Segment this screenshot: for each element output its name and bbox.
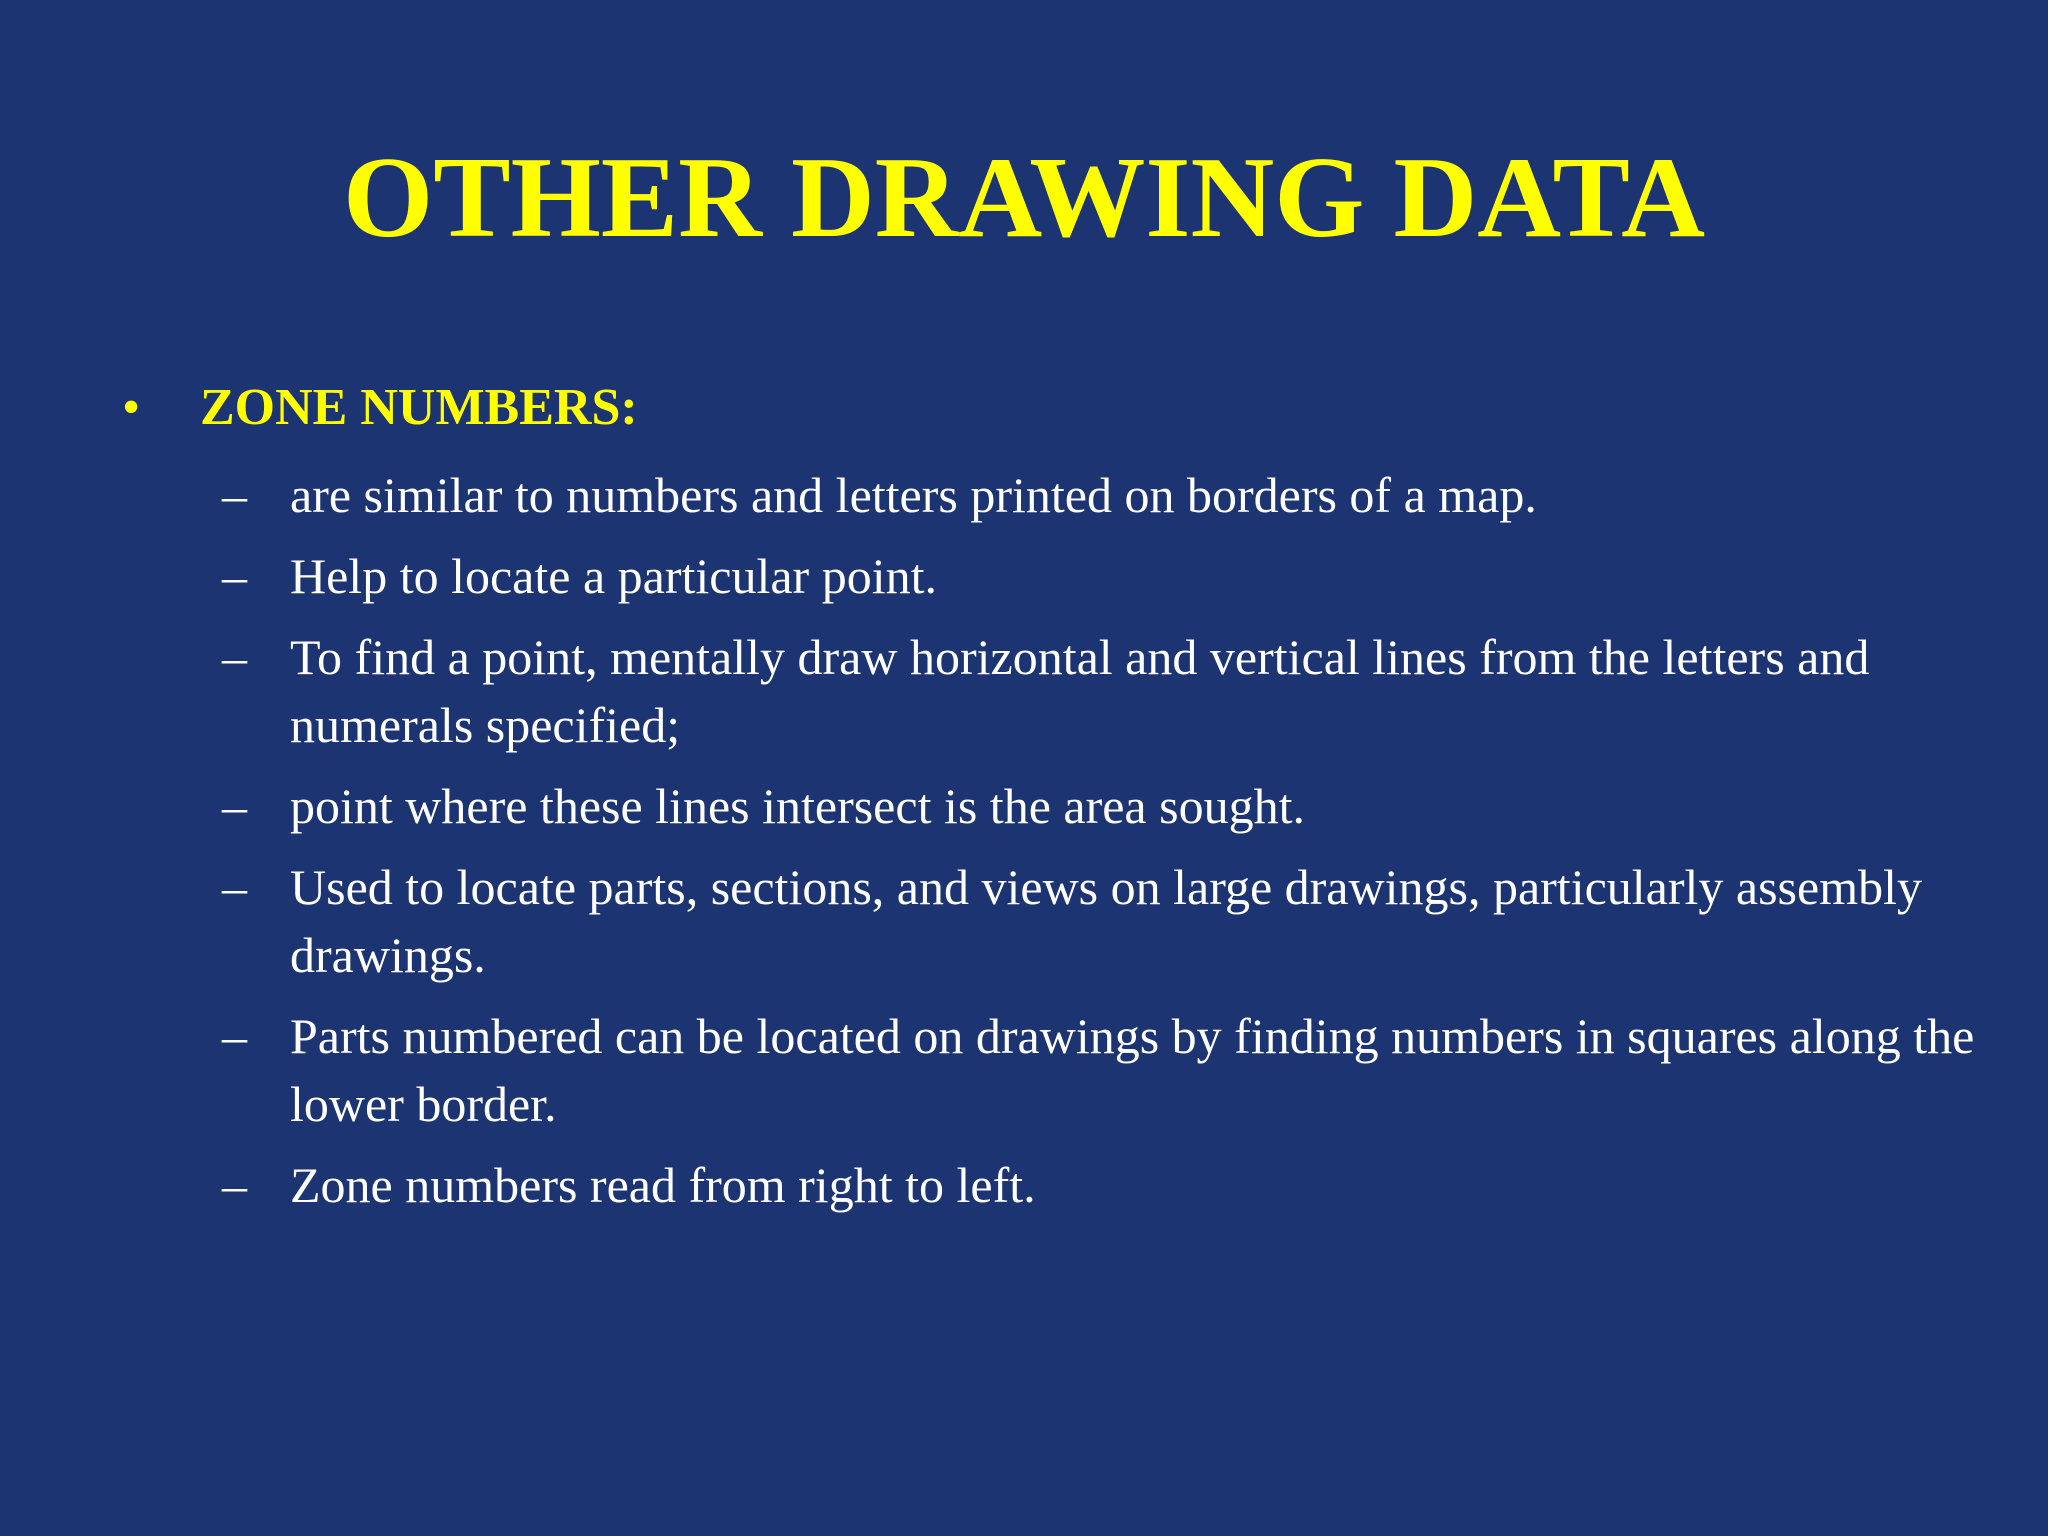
slide-content	[0, 368, 2048, 1219]
bullet-dot-icon: •	[122, 379, 141, 436]
sub-bullet-item	[0, 461, 1980, 529]
sub-bullet-text: Used to locate parts, sections, and views on large drawings, particularly assembly drawings.	[290, 859, 1922, 983]
dash-icon: –	[222, 1008, 247, 1064]
bullet-item-zone-numbers	[0, 368, 2048, 448]
dash-icon: –	[222, 1157, 247, 1213]
dash-icon: –	[222, 548, 247, 604]
slide-title: OTHER DRAWING DATA	[342, 134, 1706, 262]
dash-icon: –	[222, 629, 247, 685]
dash-icon: –	[222, 467, 247, 523]
sub-bullet-item	[0, 772, 1980, 840]
dash-icon: –	[222, 859, 247, 915]
sub-bullet-text: To find a point, mentally draw horizontal and vertical lines from the letters and numerals specified;	[290, 629, 1870, 753]
bullet-heading: ZONE NUMBERS:	[200, 379, 638, 436]
sub-bullet-list	[0, 461, 2048, 1219]
sub-bullet-item	[0, 623, 1980, 759]
sub-bullet-text: point where these lines intersect is the area sought.	[290, 778, 1305, 834]
sub-bullet-item	[0, 542, 1980, 610]
dash-icon: –	[222, 778, 247, 834]
sub-bullet-text: are similar to numbers and letters printed on borders of a map.	[290, 467, 1537, 523]
sub-bullet-item	[0, 1151, 1980, 1219]
sub-bullet-text: Help to locate a particular point.	[290, 548, 937, 604]
sub-bullet-item	[0, 1002, 1980, 1138]
sub-bullet-text: Zone numbers read from right to left.	[290, 1157, 1036, 1213]
sub-bullet-text: Parts numbered can be located on drawings by finding numbers in squares along the lower border.	[290, 1008, 1975, 1132]
sub-bullet-item	[0, 853, 1980, 989]
